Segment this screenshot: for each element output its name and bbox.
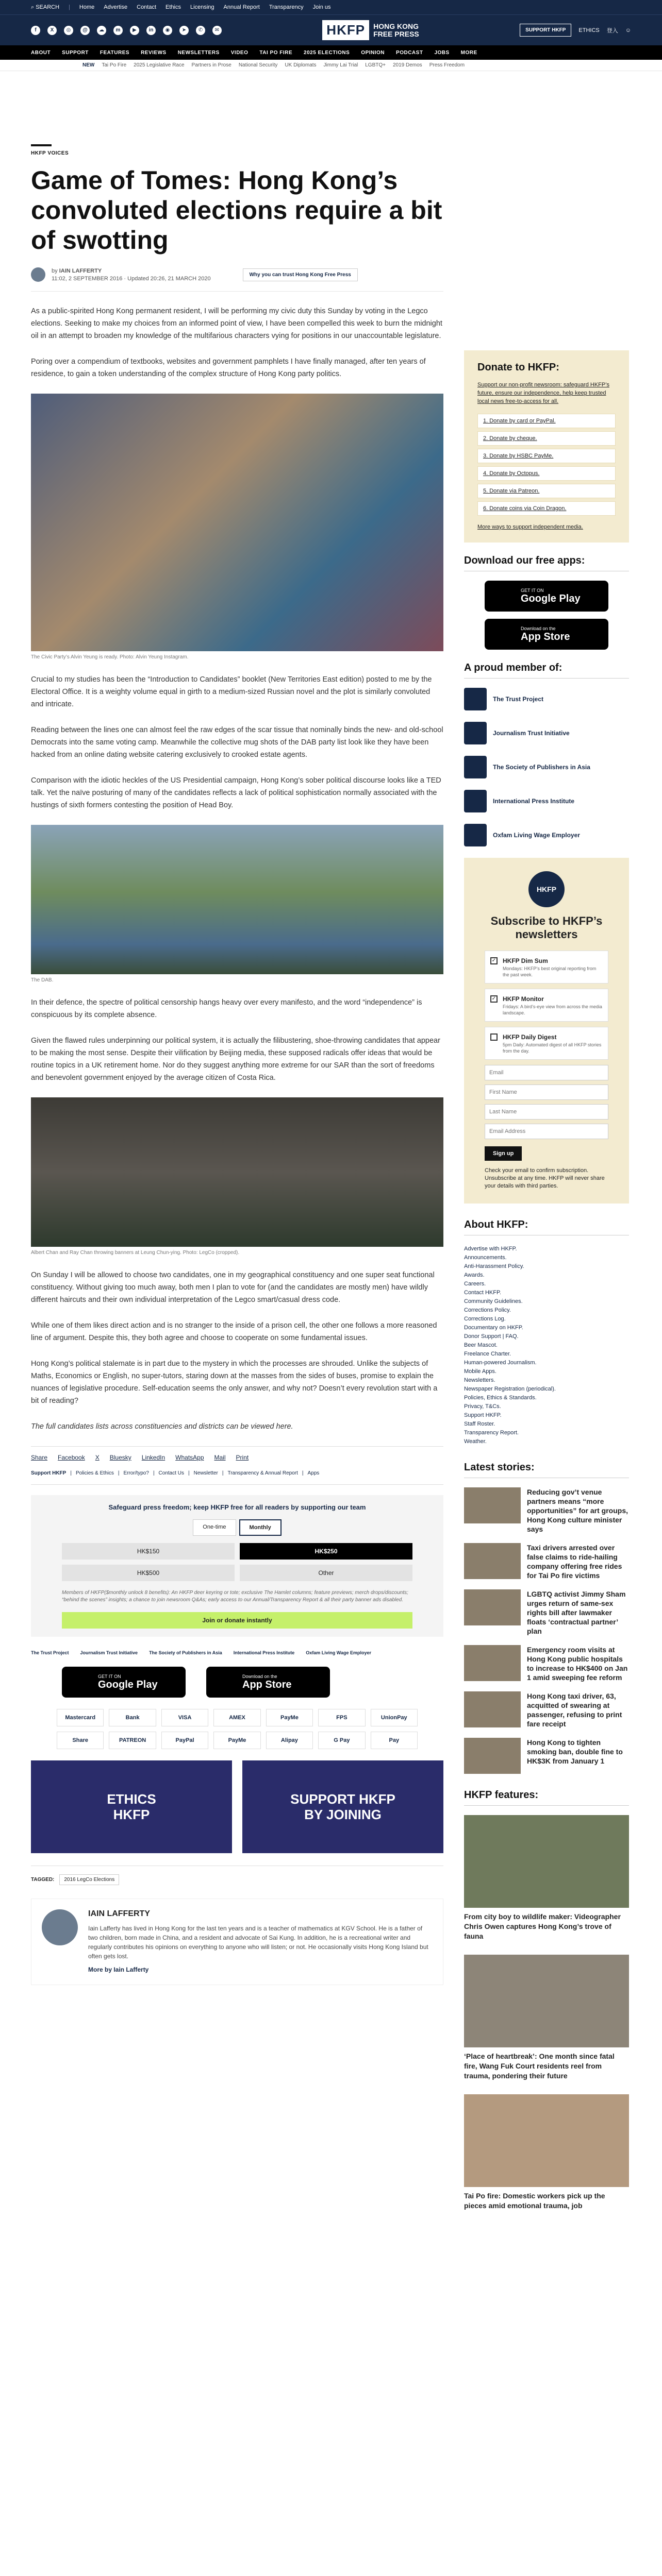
paragraph: Given the flawed rules underpinning our political system, it is actually the filibustering, shoe-throwing candidates that appear to be making the most sense. Despite their vilification by Beijing media, these supposed radicals offer ideas that would be routine topics in a UK retirement home. Nor do they suggest anything more extreme for our SAR than the sort of freedoms and benevolent government enjoyed by the average citizen of Costa Rica. xyxy=(31,1037,440,1082)
email-icon[interactable]: ✉ xyxy=(212,26,222,35)
option-desc: Fridays: A bird’s-eye view from across the media landscape. xyxy=(503,1004,602,1015)
nav-jobs[interactable]: JOBS xyxy=(434,49,450,56)
support-hkfp-button[interactable]: SUPPORT HKFP xyxy=(520,24,571,37)
promo-banners xyxy=(31,1760,443,1853)
sidebar-donate xyxy=(464,350,629,543)
byline xyxy=(31,267,443,292)
header-actions xyxy=(520,24,631,37)
about-link[interactable]: Mobile Apps. xyxy=(464,1368,496,1375)
nav-video[interactable]: VIDEO xyxy=(230,49,249,56)
member-sopa[interactable]: The Society of Publishers in Asia xyxy=(149,1650,222,1655)
donate-method[interactable]: 3. Donate by HSBC PayMe. xyxy=(477,449,616,463)
about-link[interactable]: Human-powered Journalism. xyxy=(464,1360,537,1366)
member-jti[interactable]: Journalism Trust Initiative xyxy=(464,722,629,744)
payme-icon[interactable]: PayMe xyxy=(213,1732,260,1749)
youtube-icon[interactable]: ▶ xyxy=(130,26,139,35)
donate-widget xyxy=(31,1495,443,1637)
payment-methods xyxy=(31,1709,443,1749)
donate-heading: Safeguard press freedom; keep HKFP free for all readers by supporting our team xyxy=(108,1503,366,1511)
fps-icon[interactable]: FPS xyxy=(318,1709,365,1726)
story-thumb xyxy=(464,1487,521,1523)
tab-monthly[interactable]: Monthly xyxy=(239,1519,282,1536)
newsletter-badge: HKFP xyxy=(528,871,565,907)
latest-story[interactable] xyxy=(464,1738,629,1774)
member-ipi[interactable]: International Press Institute xyxy=(233,1650,295,1655)
nav-elections[interactable]: 2025 ELECTIONS xyxy=(304,49,350,56)
policy-newsletter[interactable]: Newsletter xyxy=(193,1470,218,1476)
site-header xyxy=(0,14,662,45)
amount-150[interactable]: HK$150 xyxy=(62,1543,235,1560)
about-link[interactable]: Corrections Log. xyxy=(464,1316,506,1322)
feature-thumb xyxy=(464,1955,629,2047)
about-link[interactable]: Privacy, T&Cs. xyxy=(464,1403,501,1410)
story-thumb xyxy=(464,1589,521,1625)
donate-method[interactable]: 2. Donate by cheque. xyxy=(477,431,616,446)
newsletter-signup xyxy=(464,858,629,1204)
payme-icon[interactable]: PayMe xyxy=(266,1709,313,1726)
more-by-author[interactable]: More by Iain Lafferty xyxy=(88,1966,149,1973)
last-name-field[interactable] xyxy=(485,1104,608,1120)
latest-story[interactable] xyxy=(464,1543,629,1580)
mastodon-icon[interactable]: m xyxy=(113,26,123,35)
author-box-name[interactable]: IAIN LAFFERTY xyxy=(88,1909,150,1918)
visa-icon[interactable]: VISA xyxy=(161,1709,208,1726)
nav-newsletters[interactable]: NEWSLETTERS xyxy=(177,49,220,56)
trending-bar xyxy=(0,60,662,71)
donate-title: Donate to HKFP: xyxy=(477,362,559,373)
author-bio: Iain Lafferty has lived in Hong Kong for the last ten years and is a teacher of mathematics at KGV School. He is a father of two children, born made in China, and a resident and advocate of Sai Kung. In addition, he is a recreational writer and regularly contributes his opinions on everything to anyone who will listen; or not. He occasionally visits Hong Kong Island but often gets lost. xyxy=(88,1925,428,1960)
separator: | xyxy=(69,4,70,10)
share-whatsapp[interactable]: WhatsApp xyxy=(175,1454,204,1461)
about-link[interactable]: Policies, Ethics & Standards. xyxy=(464,1395,537,1401)
about-link[interactable]: Documentary on HKFP. xyxy=(464,1325,523,1331)
updated-date: Updated 20:26, 21 MARCH 2020 xyxy=(127,275,211,282)
donate-tabs xyxy=(62,1519,412,1536)
feature-headline[interactable]: Tai Po fire: Domestic workers pick up the pieces amid emotional trauma, job xyxy=(464,2192,605,2210)
nav-features[interactable]: FEATURES xyxy=(100,49,130,56)
feature-story[interactable] xyxy=(464,1815,629,1941)
trust-link[interactable]: Why you can trust Hong Kong Free Press xyxy=(243,268,358,281)
top-link-join[interactable]: Join us xyxy=(312,4,331,10)
top-link-home[interactable]: Home xyxy=(79,4,95,10)
social-icons xyxy=(31,26,222,35)
about-link[interactable]: Announcements. xyxy=(464,1255,507,1261)
newsletter-option-digest[interactable] xyxy=(485,1027,608,1060)
main-nav xyxy=(0,45,662,60)
story-headline[interactable]: Reducing gov’t venue partners means “more opportunities” for art groups, Hong Kong culture minister says xyxy=(527,1488,628,1533)
policy-support[interactable]: Support HKFP xyxy=(31,1470,67,1476)
paragraph: Poring over a compendium of textbooks, websites and government pamphlets I have finally managed, after ten years of residence, to gain a token understanding of the complex structure of Hong Kong party politics. xyxy=(31,358,426,378)
apps-title: Download our free apps: xyxy=(464,555,629,571)
linkedin-icon[interactable]: in xyxy=(146,26,156,35)
feature-thumb xyxy=(464,1815,629,1908)
photo-legco[interactable] xyxy=(31,1097,443,1247)
about-link[interactable]: Transparency Report. xyxy=(464,1430,519,1436)
about-title: About HKFP: xyxy=(464,1219,629,1235)
alipay-icon[interactable]: Alipay xyxy=(266,1732,313,1749)
login-link[interactable]: 登入 xyxy=(606,27,618,34)
caption: The DAB. xyxy=(31,977,54,983)
top-link-contact[interactable]: Contact xyxy=(137,4,157,10)
member-logos-row xyxy=(31,1650,443,1655)
figure-dab xyxy=(31,825,443,983)
story-thumb xyxy=(464,1738,521,1774)
paragraph: While one of them likes direct action and is no stranger to the inside of a prison cell, the other one follows a more reasoned line of argument. Despite this, they both agree and choose to cooperate on some fundamental issues. xyxy=(31,1321,437,1342)
about-link[interactable]: Donor Support | FAQ. xyxy=(464,1333,519,1340)
sidebar xyxy=(464,350,629,2224)
about-links xyxy=(464,1245,629,1446)
paragraph: Hong Kong’s political stalemate is in part due to the mystery in which the processes are shrouded. Unlike the subjects of Maths, Economics or English, no super-tutors, staring down at the masses from the sides of buses, promise to explain the nuances of legislative procedure. Self-education seems the only answer, and why not? Doesn’t every revolution start with a bit of reading? xyxy=(31,1360,438,1405)
author-box xyxy=(31,1899,443,1985)
store-big: App Store xyxy=(521,631,570,642)
feature-thumb xyxy=(464,2094,629,2187)
logo-mark: HKFP xyxy=(322,20,369,40)
member-oxfam[interactable]: Oxfam Living Wage Employer xyxy=(306,1650,371,1655)
member-title: A proud member of: xyxy=(464,662,629,679)
trending-item[interactable]: Jimmy Lai Trial xyxy=(323,62,358,68)
option-name: HKFP Daily Digest xyxy=(503,1033,557,1041)
about-link[interactable]: Staff Roster. xyxy=(464,1421,495,1427)
sidebar-google-play[interactable] xyxy=(485,581,608,612)
store-small: GET IT ON xyxy=(98,1673,121,1679)
telegram-icon[interactable]: ➤ xyxy=(179,26,189,35)
share-x[interactable]: X xyxy=(95,1454,100,1461)
article xyxy=(31,144,443,1985)
tagged-label: TAGGED: xyxy=(31,1877,55,1883)
newsletter-option-dim-sum[interactable] xyxy=(485,951,608,984)
nav-opinion[interactable]: OPINION xyxy=(361,49,385,56)
feature-headline[interactable]: ‘Place of heartbreak’: One month since fatal fire, Wang Fuk Court residents reel from trauma, pondering their future xyxy=(464,2052,615,2080)
about-link[interactable]: Corrections Policy. xyxy=(464,1307,511,1313)
share-linkedin[interactable]: LinkedIn xyxy=(141,1454,166,1461)
signup-button[interactable]: Sign up xyxy=(485,1146,522,1161)
share-icon[interactable]: Share xyxy=(57,1732,104,1749)
about-link[interactable]: Awards. xyxy=(464,1272,485,1278)
policy-apps[interactable]: Apps xyxy=(307,1470,320,1476)
whatsapp-icon[interactable]: ✆ xyxy=(196,26,205,35)
x-icon[interactable]: X xyxy=(47,26,57,35)
top-link-annual-report[interactable]: Annual Report xyxy=(223,4,260,10)
sidebar-app-store[interactable] xyxy=(485,619,608,650)
nav-reviews[interactable]: REVIEWS xyxy=(141,49,167,56)
amex-icon[interactable]: AMEX xyxy=(213,1709,260,1726)
member-trust-project[interactable]: The Trust Project xyxy=(464,688,629,710)
store-big: Google Play xyxy=(521,592,581,604)
store-big: Google Play xyxy=(98,1679,158,1690)
about-link[interactable]: Contact HKFP. xyxy=(464,1290,501,1296)
story-headline[interactable]: Hong Kong to tighten smoking ban, double fine to HK$3K from January 1 xyxy=(527,1738,623,1765)
tab-one-time[interactable]: One-time xyxy=(193,1519,236,1536)
story-headline[interactable]: Taxi drivers arrested over false claims to ride-hailing company offering free rides for Tai Po fire victims xyxy=(527,1544,622,1580)
checkbox-checked-icon[interactable]: ✓ xyxy=(490,995,498,1003)
search-label: SEARCH xyxy=(36,4,60,10)
top-link-ethics[interactable]: Ethics xyxy=(166,4,181,10)
about-link[interactable]: Beer Mascot. xyxy=(464,1342,498,1348)
story-headline[interactable]: LGBTQ activist Jimmy Sham urges return of same-sex rights bill after lawmaker floats ‘contractual partner’ plan xyxy=(527,1590,626,1635)
paragraph: In their defence, the spectre of political censorship hangs heavy over every manifesto, and the word “independence” is conspicuous by its complete absence. xyxy=(31,998,422,1019)
store-big: App Store xyxy=(242,1679,292,1690)
nav-more[interactable]: MORE xyxy=(460,49,477,56)
trending-item[interactable]: Press Freedom xyxy=(429,62,465,68)
donate-methods xyxy=(477,414,616,516)
store-small: GET IT ON xyxy=(521,587,544,593)
trending-item[interactable]: Partners in Prose xyxy=(191,62,231,68)
latest-story[interactable] xyxy=(464,1487,629,1534)
paragraph: On Sunday I will be allowed to choose two candidates, one in my geographical constituency and one super seat functional constituency. Without giving too much away, both men I plan to vote for (and the candidates are mostly men) have wildly different haircuts and their own individual interpretation of the Legco smart/casual dress code. xyxy=(31,1271,435,1304)
byline-text: by IAIN LAFFERTY 11:02, 2 SEPTEMBER 2016 · Updated 20:26, 21 MARCH 2020 xyxy=(52,267,211,282)
member-trust-project[interactable]: The Trust Project xyxy=(31,1650,69,1655)
policy-links: Support HKFP | Policies & Ethics | Error/typo? | Contact Us | Newsletter | Transparency & Annual Report | Apps xyxy=(31,1470,443,1485)
caption: Albert Chan and Ray Chan throwing banners at Leung Chun-ying. Photo: LegCo (cropped). xyxy=(31,1250,240,1256)
trending-item[interactable]: National Security xyxy=(238,62,278,68)
nav-support[interactable]: SUPPORT xyxy=(62,49,89,56)
story-thumb xyxy=(464,1645,521,1681)
tag-link[interactable]: 2016 LegCo Elections xyxy=(59,1874,119,1885)
author-link[interactable]: IAIN LAFFERTY xyxy=(59,267,102,274)
nav-podcast[interactable]: PODCAST xyxy=(396,49,423,56)
rss-icon[interactable]: ◉ xyxy=(163,26,172,35)
member-sopa[interactable]: The Society of Publishers in Asia xyxy=(464,756,629,778)
author-photo xyxy=(42,1909,78,1945)
newsletter-title: Subscribe to HKFP’s newsletters xyxy=(490,914,603,941)
email-field[interactable] xyxy=(485,1065,608,1080)
photo-alvin-yeung[interactable] xyxy=(31,394,443,651)
about-link[interactable]: Support HKFP. xyxy=(464,1412,502,1418)
donate-note: Members of HKFP($monthly unlock 8 benefits): An HKFP deer keyring or tote; exclusive The Hamlet columns; feature previews; merch drops/discounts; “behind the scenes” insights; a chance to join newsroom Q&As; early access to our Annual/Transparency Report & all their party banner ads disabled. xyxy=(62,1590,408,1603)
about-link[interactable]: Freelance Charter. xyxy=(464,1351,511,1357)
figure-alvin-yeung xyxy=(31,394,443,660)
store-small: Download on the xyxy=(242,1673,277,1679)
donate-method[interactable]: 6. Donate coins via Coin Dragon. xyxy=(477,501,616,516)
donate-more[interactable]: More ways to support independent media. xyxy=(477,524,583,530)
share-mail[interactable]: Mail xyxy=(214,1454,226,1461)
member-ipi[interactable]: International Press Institute xyxy=(464,790,629,812)
paragraph: Comparison with the idiotic heckles of the US Presidential campaign, Hong Kong’s sober political discourse looks like a TED talk. Yet the naïve posturing of many of the candidates reflects a lack of political sophistication normally associated with the hustings of sixth formers contesting the position of Head Boy. xyxy=(31,776,441,809)
about-link[interactable]: Advertise with HKFP. xyxy=(464,1246,517,1252)
ethics-link[interactable]: ETHICS xyxy=(578,27,600,33)
trending-item[interactable]: UK Diplomats xyxy=(285,62,317,68)
unionpay-icon[interactable]: UnionPay xyxy=(371,1709,418,1726)
trending-item[interactable]: Tai Po Fire xyxy=(102,62,127,68)
story-thumb xyxy=(464,1543,521,1579)
app-store-buttons xyxy=(31,1667,443,1698)
policy-contact[interactable]: Contact Us xyxy=(158,1470,185,1476)
promo-support[interactable]: SUPPORT HKFP BY JOINING xyxy=(242,1760,443,1853)
donate-intro[interactable]: Support our non-profit newsroom: safeguard HKFP’s future, ensure our independence, help keep trusted local news free-to-access for all. xyxy=(477,382,609,404)
paragraph: Crucial to my studies has been the “Introduction to Candidates” booklet (New Territories East edition) posted to me by the Electoral Office. It is a weighty volume equal in girth to a medium-sized Russian novel and the plot is similarly convoluted and intricate. xyxy=(31,675,432,708)
app-store-button[interactable] xyxy=(206,1667,330,1698)
author-avatar xyxy=(31,267,45,282)
latest-story[interactable] xyxy=(464,1645,629,1682)
share-label: Share xyxy=(31,1454,48,1461)
donate-method[interactable]: 5. Donate via Patreon. xyxy=(477,484,616,498)
latest-story[interactable] xyxy=(464,1691,629,1728)
story-thumb xyxy=(464,1691,521,1727)
option-desc: Mondays: HKFP’s best original reporting from the past week. xyxy=(503,966,597,977)
option-name: HKFP Monitor xyxy=(503,995,544,1003)
option-desc: 5pm Daily: Automated digest of all HKFP stories from the day. xyxy=(503,1042,602,1054)
feature-story[interactable] xyxy=(464,2094,629,2211)
jti-logo xyxy=(464,722,487,744)
store-small: Download on the xyxy=(521,625,556,631)
latest-story[interactable] xyxy=(464,1589,629,1636)
donate-method[interactable]: 1. Donate by card or PayPal. xyxy=(477,414,616,428)
story-headline[interactable]: Emergency room visits at Hong Kong public hospitals to increase to HK$400 on Jan 1 amid sweeping fee reform xyxy=(527,1646,628,1682)
bluesky-icon[interactable]: ☁ xyxy=(97,26,106,35)
about-link[interactable]: Community Guidelines. xyxy=(464,1298,523,1304)
sopa-logo xyxy=(464,756,487,778)
about-link[interactable]: Careers. xyxy=(464,1281,486,1287)
newsletter-option-monitor[interactable] xyxy=(485,989,608,1022)
policy-error[interactable]: Error/typo? xyxy=(123,1470,149,1476)
tags-row xyxy=(31,1866,443,1885)
top-link-transparency[interactable]: Transparency xyxy=(269,4,304,10)
logo-text: HONG KONG FREE PRESS xyxy=(373,22,419,38)
figure-legco xyxy=(31,1097,443,1256)
share-facebook[interactable]: Facebook xyxy=(58,1454,85,1461)
about-link[interactable]: Newsletters. xyxy=(464,1377,495,1383)
trust-project-logo xyxy=(464,688,487,710)
instagram-icon[interactable]: ◎ xyxy=(64,26,73,35)
option-name: HKFP Dim Sum xyxy=(503,957,548,964)
story-headline[interactable]: Hong Kong taxi driver, 63, acquitted of swearing at passenger, refusing to print fare receipt xyxy=(527,1692,622,1728)
promo-ethics[interactable]: ETHICS HKFP xyxy=(31,1760,232,1853)
gpay-icon[interactable]: G Pay xyxy=(318,1732,365,1749)
donate-method[interactable]: 4. Donate by Octopus. xyxy=(477,466,616,481)
features-title: HKFP features: xyxy=(464,1789,629,1806)
checkbox-icon[interactable] xyxy=(490,1033,498,1041)
trending-item[interactable]: LGBTQ+ xyxy=(365,62,386,68)
join-donate-button[interactable]: Join or donate instantly xyxy=(62,1612,412,1629)
applepay-icon[interactable]: Pay xyxy=(371,1732,418,1749)
google-play-button[interactable] xyxy=(62,1667,186,1698)
policy-transparency[interactable]: Transparency & Annual Report xyxy=(227,1470,298,1476)
ipi-logo xyxy=(464,790,487,812)
paragraph: As a public-spirited Hong Kong permanent resident, I will be performing my civic duty this Sunday by voting in the Legco elections. Seeking to make my choices from an informed point of view, I have been compelled this week to burn the midnight oil in an attempt to broaden my knowledge of the multifarious characters vying for positions in our unaccountable legislature. xyxy=(31,307,442,340)
share-bluesky[interactable]: Bluesky xyxy=(109,1454,131,1461)
paypal-icon[interactable]: PayPal xyxy=(161,1732,208,1749)
paragraph: Reading between the lines one can almost feel the raw edges of the scar tissue that nominally binds the new- and old-school Democrats into the same voting camp. Meanwhile the collective mug shots of the DAB party list look like they have been hacked from an online dating website catering exclusively to crooked estate agents. xyxy=(31,726,443,759)
policy-ethics[interactable]: Policies & Ethics xyxy=(75,1470,114,1476)
top-bar xyxy=(0,0,662,14)
threads-icon[interactable]: @ xyxy=(80,26,90,35)
photo-dab[interactable] xyxy=(31,825,443,974)
top-link-licensing[interactable]: Licensing xyxy=(190,4,214,10)
trending-item[interactable]: 2025 Legislative Race xyxy=(134,62,185,68)
bank-icon[interactable]: Bank xyxy=(109,1709,156,1726)
nav-about[interactable]: ABOUT xyxy=(31,49,51,56)
member-jti[interactable]: Journalism Trust Initiative xyxy=(80,1650,138,1655)
nav-tai-po-fire[interactable]: TAI PO FIRE xyxy=(259,49,293,56)
closing-note[interactable]: The full candidates lists across constituencies and districts can be viewed here. xyxy=(31,1422,293,1431)
site-logo[interactable] xyxy=(322,20,419,40)
oxfam-logo xyxy=(464,824,487,846)
mastercard-icon[interactable]: Mastercard xyxy=(57,1709,104,1726)
amount-250[interactable]: HK$250 xyxy=(240,1543,412,1560)
donate-amounts xyxy=(62,1543,412,1581)
caption: The Civic Party’s Alvin Yeung is ready. Photo: Alvin Yeung Instagram. xyxy=(31,654,189,660)
about-link[interactable]: Newspaper Registration (periodical). xyxy=(464,1386,556,1392)
member-oxfam[interactable]: Oxfam Living Wage Employer xyxy=(464,824,629,846)
signup-note: Check your email to confirm subscription. Unsubscribe at any time. HKFP will never share your details with third parties. xyxy=(485,1167,605,1189)
amount-500[interactable]: HK$500 xyxy=(62,1565,235,1581)
article-kicker[interactable]: HKFP VOICES xyxy=(31,144,52,156)
patreon-icon[interactable]: PATREON xyxy=(109,1732,156,1749)
checkbox-checked-icon[interactable]: ✓ xyxy=(490,957,498,964)
user-icon[interactable]: ☺ xyxy=(625,27,631,33)
about-link[interactable]: Anti-Harassment Policy. xyxy=(464,1263,524,1269)
latest-title: Latest stories: xyxy=(464,1462,629,1478)
author-prefix: by xyxy=(52,267,58,274)
email-address-field[interactable] xyxy=(485,1124,608,1139)
facebook-icon[interactable]: f xyxy=(31,26,40,35)
first-name-field[interactable] xyxy=(485,1084,608,1100)
share-row xyxy=(31,1446,443,1461)
amount-other[interactable]: Other xyxy=(240,1565,412,1581)
article-title: Game of Tomes: Hong Kong’s convoluted elections require a bit of swotting xyxy=(31,166,442,255)
search-link[interactable]: ⌕ SEARCH xyxy=(31,4,60,10)
share-print[interactable]: Print xyxy=(236,1454,249,1461)
feature-headline[interactable]: From city boy to wildlife maker: Videographer Chris Owen captures Hong Kong’s trove of fauna xyxy=(464,1912,621,1940)
about-link[interactable]: Weather. xyxy=(464,1438,487,1445)
publish-date: 11:02, 2 SEPTEMBER 2016 xyxy=(52,275,123,282)
trending-label: NEW xyxy=(82,62,95,68)
trending-item[interactable]: 2019 Demos xyxy=(392,62,422,68)
feature-story[interactable] xyxy=(464,1955,629,2081)
top-link-advertise[interactable]: Advertise xyxy=(104,4,128,10)
